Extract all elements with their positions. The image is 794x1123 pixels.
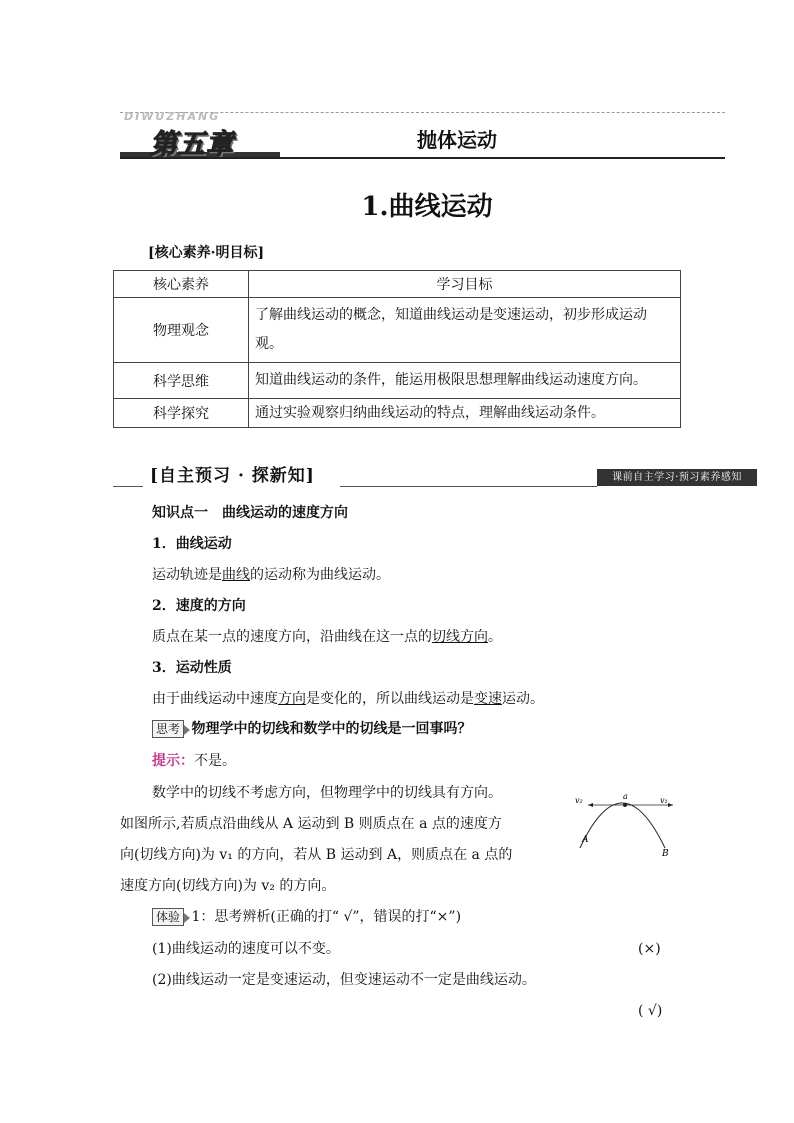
label-v1: v₁ <box>660 796 668 805</box>
chapter-label: 第五章 <box>150 129 234 160</box>
core-literacy-label: [核心素养·明目标] <box>148 245 265 261</box>
goal-cell: 通过实验观察归纳曲线运动的特点，理解曲线运动条件。 <box>249 399 681 428</box>
table-row <box>114 363 681 399</box>
table-header-row <box>114 271 681 298</box>
band-rule <box>340 486 597 487</box>
literacy-cell: 科学探究 <box>114 399 249 428</box>
explain-line: 如图所示,若质点沿曲线从 A 运动到 B 则质点在 a 点的速度方 <box>120 816 502 832</box>
subsection-title: 3．运动性质 <box>152 660 232 676</box>
goal-cell: 知道曲线运动的条件，能运用极限思想理解曲线运动速度方向。 <box>249 363 681 399</box>
point-a <box>623 803 627 807</box>
arrow-right-icon <box>668 803 673 807</box>
label-a: a <box>623 792 628 801</box>
label-B: B <box>662 849 669 859</box>
lesson-title: 1.曲线运动 <box>361 192 493 222</box>
experience-badge: 体验 <box>152 908 184 926</box>
knowledge-point-title: 知识点一 曲线运动的速度方向 <box>152 505 348 521</box>
arrow-left-icon <box>588 803 593 807</box>
goal-cell: 了解曲线运动的概念，知道曲线运动是变速运动，初步形成运动观。 <box>249 298 681 363</box>
goals-table <box>113 270 681 428</box>
label-v2: v₂ <box>575 796 583 805</box>
question-1: (1)曲线运动的速度可以不变。 <box>152 941 340 957</box>
preview-section-tag: 课前自主学习·预习素养感知 <box>597 469 757 486</box>
text: 。 <box>488 629 502 645</box>
label-A: A <box>582 835 589 845</box>
hint-label: 提示： <box>152 753 194 769</box>
paragraph <box>152 565 390 585</box>
table-row <box>114 399 681 428</box>
explain-line: 速度方向(切线方向)为 v₂ 的方向。 <box>120 878 336 894</box>
think-question <box>152 719 471 739</box>
hint-answer: 不是。 <box>194 753 236 769</box>
underlined-term: 切线方向 <box>432 629 488 645</box>
experience-intro <box>152 907 461 927</box>
explain-line: 数学中的切线不考虑方向，但物理学中的切线具有方向。 <box>152 785 502 801</box>
band-rule-left <box>113 486 143 487</box>
subsection-title: 2．速度的方向 <box>152 598 246 614</box>
subsection-title: 1．曲线运动 <box>152 536 232 552</box>
text: 的运动称为曲线运动。 <box>250 567 390 583</box>
chapter-title: 抛体运动 <box>417 128 497 152</box>
curve-path <box>580 803 665 848</box>
text: 是变化的，所以曲线运动是 <box>306 691 474 707</box>
text: 质点在某一点的速度方向，沿曲线在这一点的 <box>152 629 432 645</box>
table-header-goal: 学习目标 <box>249 271 681 298</box>
chapter-pinyin: DIWUZHANG <box>124 110 221 123</box>
paragraph <box>152 627 502 647</box>
answer-mark-2: ( √) <box>638 1003 663 1019</box>
question-2: (2)曲线运动一定是变速运动，但变速运动不一定是曲线运动。 <box>152 972 536 988</box>
underlined-term: 变速 <box>474 691 502 707</box>
text: 运动。 <box>502 691 544 707</box>
think-badge: 思考 <box>152 720 184 738</box>
underlined-term: 曲线 <box>222 567 250 583</box>
tangent-diagram <box>570 788 680 863</box>
header-rule <box>120 157 725 159</box>
paragraph <box>152 689 544 709</box>
literacy-cell: 物理观念 <box>114 298 249 363</box>
preview-section-title: [自主预习 · 探新知] <box>150 466 315 486</box>
text: 由于曲线运动中速度 <box>152 691 278 707</box>
table-row <box>114 298 681 363</box>
explain-line: 向(切线方向)为 v₁ 的方向，若从 B 运动到 A，则质点在 a 点的 <box>120 847 513 863</box>
hint <box>152 751 236 771</box>
literacy-cell: 科学思维 <box>114 363 249 399</box>
table-header-literacy: 核心素养 <box>114 271 249 298</box>
underlined-term: 方向 <box>278 691 306 707</box>
answer-mark-1: (×) <box>638 941 661 957</box>
question-text: 物理学中的切线和数学中的切线是一回事吗？ <box>191 721 472 737</box>
experience-text: 1：思考辨析(正确的打“ √”，错误的打“×”) <box>191 909 462 925</box>
text: 运动轨迹是 <box>152 567 222 583</box>
